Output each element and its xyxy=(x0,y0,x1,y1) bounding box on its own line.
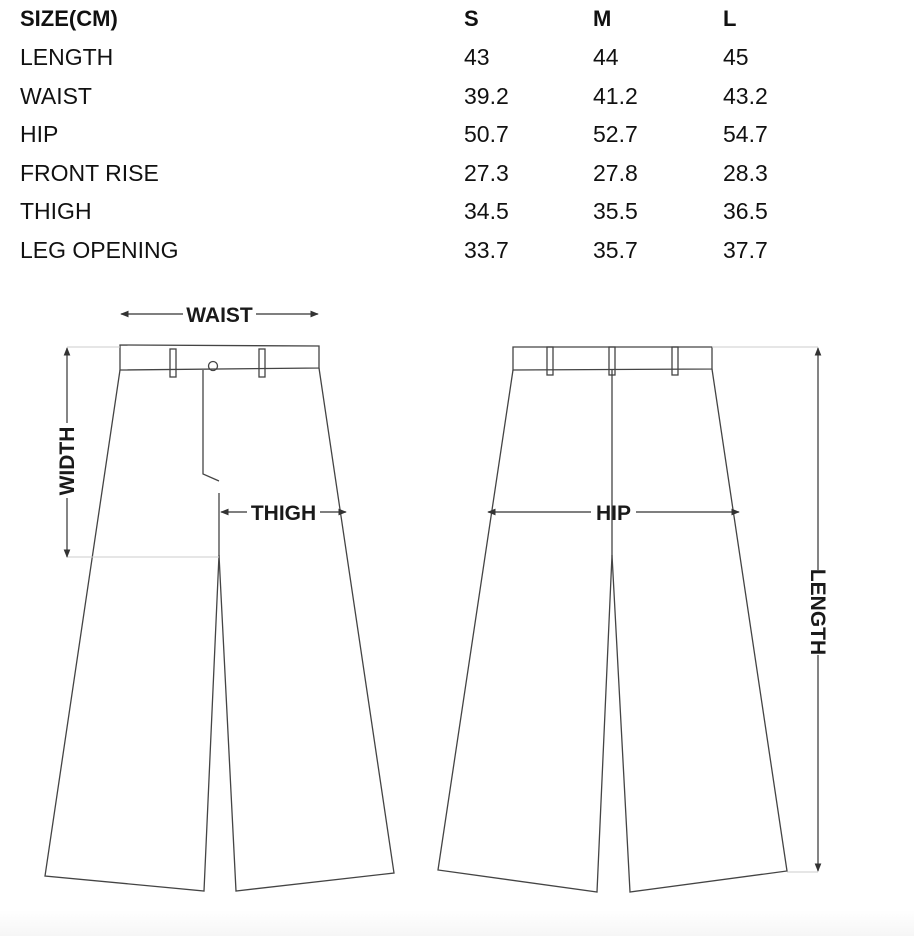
row-label: FRONT RISE xyxy=(20,159,159,186)
waist-measurement xyxy=(121,304,318,327)
value-s: 39.2 xyxy=(464,82,509,109)
table-row-front-rise xyxy=(20,154,880,193)
row-label: WAIST xyxy=(20,82,92,109)
value-l: 36.5 xyxy=(723,198,768,224)
value-m: 35.7 xyxy=(593,236,638,263)
value-l: 45 xyxy=(723,44,749,70)
value-s: 50.7 xyxy=(464,121,509,147)
hip-measurement xyxy=(488,502,739,525)
thigh-measurement xyxy=(221,502,346,525)
value-m: 44 xyxy=(593,44,619,70)
front-pants-drawing xyxy=(45,345,394,891)
back-right-leg xyxy=(612,369,787,892)
value-l: 28.3 xyxy=(723,159,768,186)
table-row-waist xyxy=(20,77,880,116)
table-row-length xyxy=(20,38,880,77)
header-size-m: M xyxy=(593,6,612,31)
length-label: LENGTH xyxy=(806,568,829,656)
value-s: 33.7 xyxy=(464,236,509,263)
value-m: 41.2 xyxy=(593,82,638,109)
row-label: LEG OPENING xyxy=(20,236,179,263)
guide-lines xyxy=(67,347,818,872)
table-row-thigh xyxy=(20,192,880,231)
row-label: LENGTH xyxy=(20,44,114,70)
value-m: 27.8 xyxy=(593,159,638,186)
back-belt-loop-left xyxy=(547,347,553,375)
size-chart-table xyxy=(20,0,880,269)
value-m: 35.5 xyxy=(593,198,638,224)
back-pants-drawing xyxy=(438,347,787,892)
width-measurement xyxy=(56,348,79,557)
table-row-hip xyxy=(20,115,880,154)
value-s: 43 xyxy=(464,44,490,70)
value-l: 37.7 xyxy=(723,236,768,263)
header-size-label: SIZE(CM) xyxy=(20,6,118,31)
length-measurement xyxy=(806,348,829,871)
thigh-label: THIGH xyxy=(250,502,317,525)
waist-label: WAIST xyxy=(186,304,253,327)
front-waistband xyxy=(120,345,319,370)
front-right-leg xyxy=(219,368,394,891)
value-l: 43.2 xyxy=(723,82,768,109)
back-waistband xyxy=(513,347,712,370)
header-size-l: L xyxy=(723,6,737,31)
front-belt-loop-right xyxy=(259,349,265,377)
back-left-leg xyxy=(438,370,612,892)
value-s: 27.3 xyxy=(464,159,509,186)
value-l: 54.7 xyxy=(723,121,768,147)
row-label: THIGH xyxy=(20,198,92,224)
pants-diagram-svg xyxy=(0,290,914,936)
front-fly xyxy=(203,370,219,481)
value-m: 52.7 xyxy=(593,121,638,147)
width-label: WIDTH xyxy=(56,426,79,496)
bottom-fade xyxy=(0,910,914,936)
front-belt-loop-left xyxy=(170,349,176,377)
hip-label: HIP xyxy=(595,502,632,525)
value-s: 34.5 xyxy=(464,198,509,224)
header-size-s: S xyxy=(464,6,479,31)
table-row-leg-opening xyxy=(20,231,880,270)
pants-measurement-diagram xyxy=(0,290,914,936)
row-label: HIP xyxy=(20,121,59,147)
table-header-row xyxy=(20,0,880,38)
back-belt-loop-right xyxy=(672,347,678,375)
